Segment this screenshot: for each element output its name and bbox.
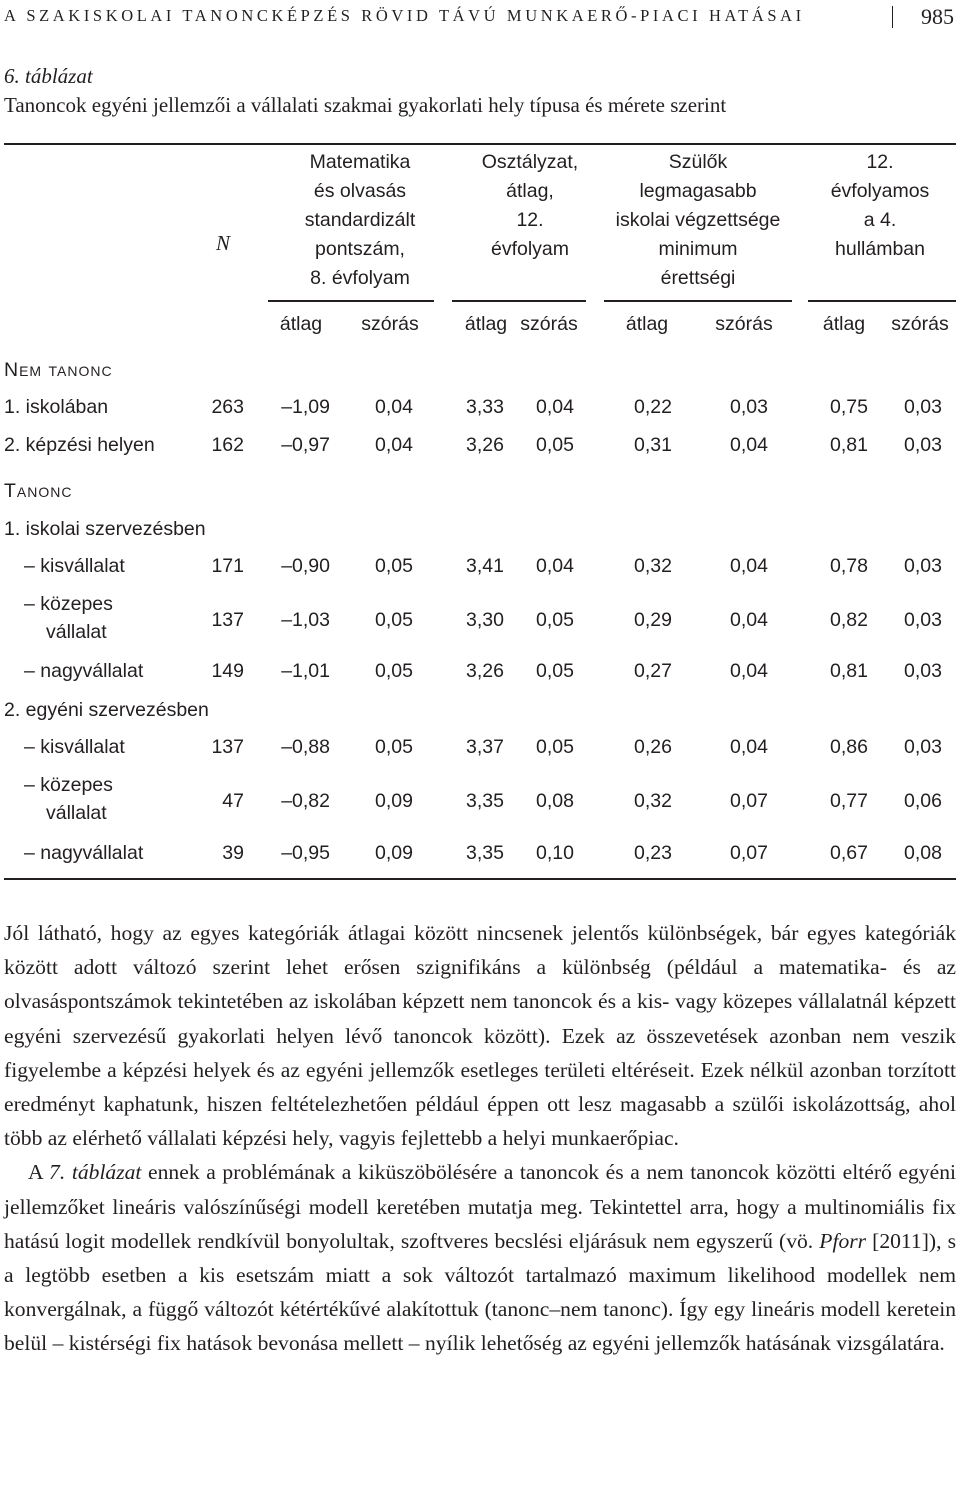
table-title: Tanoncok egyéni jellemzői a vállalati szakmai gyakorlati hely típusa és mérete szerint <box>4 93 727 117</box>
table-caption <box>4 62 726 120</box>
row-label: – kisvállalat <box>24 555 125 577</box>
section-tanonc: Tanonc <box>4 480 73 502</box>
row-label-cont: vállalat <box>46 802 107 824</box>
table-bottom-rule <box>4 878 956 880</box>
subheader: átlag <box>822 313 866 335</box>
header-rule-2 <box>452 300 586 302</box>
page-number: 985 <box>921 4 954 29</box>
subheader: átlag <box>279 313 323 335</box>
row-label: – kisvállalat <box>24 736 125 758</box>
table-row: – kisvállalat 171 –0,90 0,05 3,41 0,04 0,32 0,04 0,78 0,03 <box>24 555 942 577</box>
row-label: – közepes <box>24 774 113 796</box>
subheader: szórás <box>715 313 773 335</box>
header-rule-3 <box>604 300 792 302</box>
table-row: – nagyvállalat 39 –0,95 0,09 3,35 0,10 0,23 0,07 0,67 0,08 <box>24 842 942 864</box>
row-label-cont: vállalat <box>46 621 107 643</box>
header-rule-4 <box>808 300 956 302</box>
n-column-header: N <box>216 231 231 255</box>
subheader: szórás <box>891 313 949 335</box>
table-top-rule <box>4 143 956 145</box>
subheader: átlag <box>625 313 669 335</box>
paragraph: Jól látható, hogy az egyes kategóriák átlagai között nincsenek jelentős különbségek, bár egyes kategóriák között adott változó szerint lehet erősen szignifikáns a különbség (például a matematika- és az olvasáspontszámok tekintetében az iskolában képzett nem tanoncok és a kis- vagy közepes vállalatnál képzett egyéni szervezésű gyakorlati helyen lévő tanoncok között). Ezek az összevetések azonban nem veszik figyelembe a képzési helyek és az egyéni jellemzők esetleges területi eltéréseit. Ezek nélkül azonban torzított eredményt kaphatunk, hiszen feltételezhetően például éppen ott lesz magasabb a szülői iskolázottság, ahol több az elérhető vállalati képzési hely, vagyis fejlettebb a helyi munkaerőpiac. <box>4 921 956 1151</box>
subheader: szórás <box>520 313 578 335</box>
row-label: – közepes <box>24 593 113 615</box>
row-label: 2. képzési helyen <box>4 434 155 456</box>
subheader: szórás <box>361 313 419 335</box>
table-row: 2. képzési helyen 162 –0,97 0,04 3,26 0,05 0,31 0,04 0,81 0,03 <box>4 434 942 456</box>
header-rule-1 <box>268 300 434 302</box>
row-label: 1. iskolában <box>4 396 109 418</box>
running-head <box>4 6 956 30</box>
author-citation: Pforr <box>819 1228 867 1253</box>
paragraph: A 7. táblázat ennek a problémának a kiküszöbölésére a tanoncok és a nem tanoncok közötti eltérő egyéni jellemzőket lineáris valószínűségi modell keretében mutatja meg. Tekintettel arra, hogy a multinomiális fix hatású logit modellek rendkívül bonyolultak, szoftveres becslési eljárásuk nem egyszerű (vö. Pforr [2011]), s a legtöbb esetben a kis esetszám miatt a sok változót tartalmazó maximum likelihood modellek nem konvergálnak, a függő változót kétértékűvé alakítottuk (tanonc–nem tanonc). Így egy lineáris modell keretein belül – kistérségi fix hatások bevonása mellett – nyílik lehetőség az egyéni jellemzők hatásának vizsgálatára. <box>4 1160 956 1356</box>
group-iskolai: 1. iskolai szervezésben <box>4 518 206 540</box>
header-wave4: 12. évfolyamos a 4. hullámban <box>830 151 930 260</box>
table-row: – kisvállalat 137 –0,88 0,05 3,37 0,05 0,26 0,04 0,86 0,03 <box>24 736 942 758</box>
table-row: – nagyvállalat 149 –1,01 0,05 3,26 0,05 0,27 0,04 0,81 0,03 <box>24 660 942 682</box>
group-egyeni: 2. egyéni szervezésben <box>4 699 209 721</box>
header-grade: Osztályzat, átlag, 12. évfolyam <box>481 151 579 260</box>
row-label: – nagyvállalat <box>24 842 144 864</box>
table-row: – közepes vállalat 47 –0,82 0,09 3,35 0,08 0,32 0,07 0,77 0,06 <box>24 774 942 824</box>
table-reference: 7. táblázat <box>49 1160 142 1185</box>
row-label: – nagyvállalat <box>24 660 144 682</box>
table-row: 1. iskolában 263 –1,09 0,04 3,33 0,04 0,22 0,03 0,75 0,03 <box>4 396 942 418</box>
table-row: – közepes vállalat 137 –1,03 0,05 3,30 0,05 0,29 0,04 0,82 0,03 <box>24 593 942 643</box>
body-text <box>4 916 956 1361</box>
running-head-title: A SZAKISKOLAI TANONCKÉPZÉS RÖVID TÁVÚ MUNKAERŐ-PIACI HATÁSAI <box>4 6 805 25</box>
subheader: átlag <box>464 313 508 335</box>
header-math-reading: Matematika és olvasás standardizált pontszám, 8. évfolyam <box>304 151 416 289</box>
table-number: 6. táblázat <box>4 64 93 88</box>
header-parents-education: Szülők legmagasabb iskolai végzettsége minimum érettségi <box>615 151 781 289</box>
section-nem-tanonc: Nem tanonc <box>4 359 113 381</box>
running-head-divider <box>892 6 893 28</box>
